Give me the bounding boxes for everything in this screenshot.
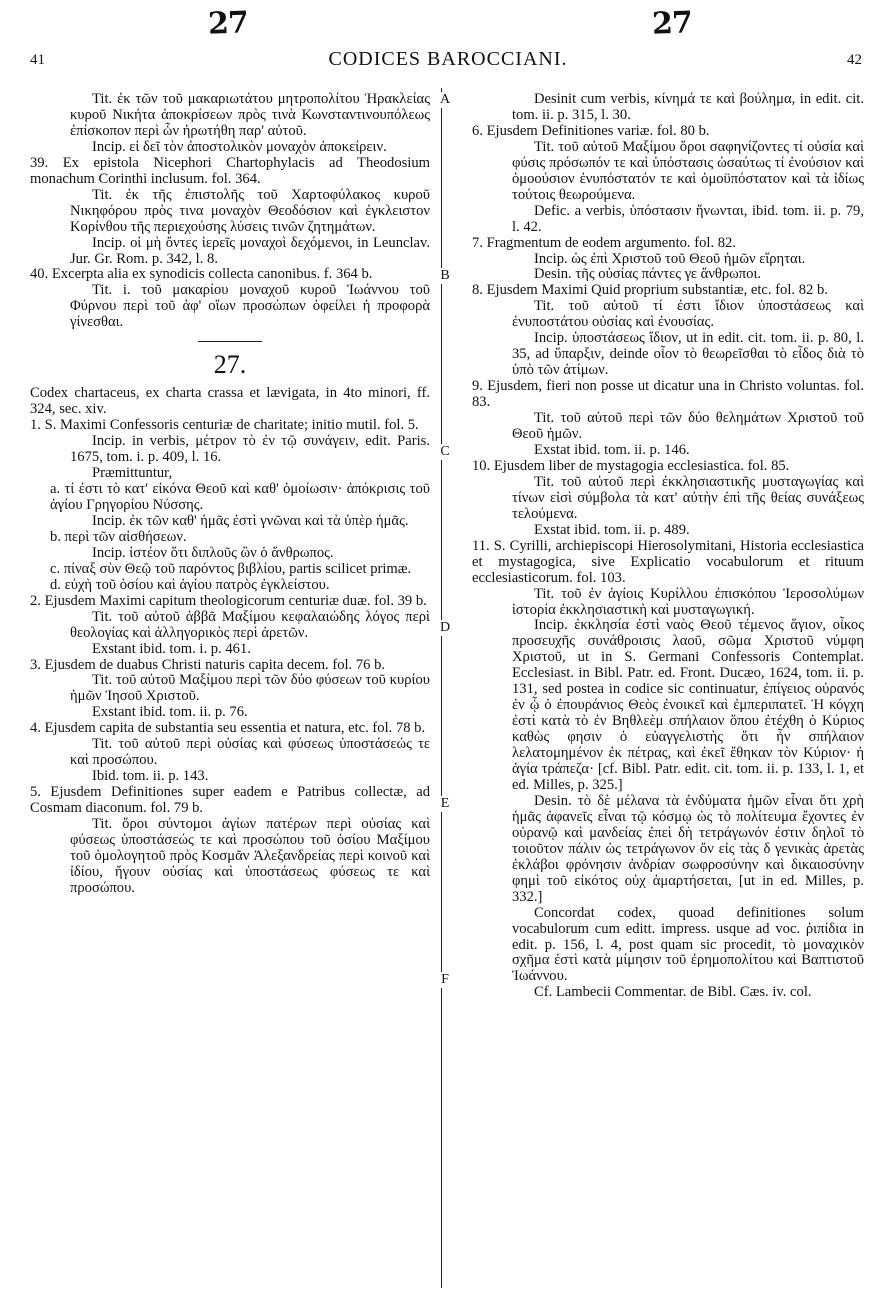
entry-title: Tit. ὅροι σύντομοι ἁγίων πατέρων περὶ οὐσίας καὶ φύσεως ὑποστάσεώς τε καὶ προσώπου τοῦ ὁσίου Μαξίμου τοῦ ὁμολογητοῦ πρὸς Κοσμᾶν Ἀλεξανδρείας περὶ κοινοῦ καὶ ἰδίου, ἤγουν οὐσίας καὶ ὑποστάσεως φύσεως τε καὶ προσώπου. [70,816,430,896]
handwritten-number-right: 27 [651,5,693,42]
entry-title: Tit. ἐκ τῶν τοῦ μακαριωτάτου μητροπολίτου Ἡρακλείας κυροῦ Νικήτα ἀποκρίσεων πρὸς τινὰ Κωνσταντινουπόλεως ἐπίσκοπον περὶ ὧν ἠρωτήθη παρ' αὐτοῦ. [70,91,430,139]
entry-incipit: Incip. ἐκ τῶν καθ' ἡμᾶς ἐστὶ γνῶναι καὶ τὰ ὑπὲρ ἡμᾶς. [92,512,409,529]
entry-title: Tit. τοῦ αὐτοῦ περὶ ἐκκλησιαστικῆς μυσταγωγίας καὶ τίνων εἰσὶ σύμβολα τὰ κατ' αὐτὴν ἐπὶ τῆς θείας συνάξεως τελούμενα. [512,473,864,522]
entry-incipit: Incip. in verbis, μέτρον τὸ ἐν τῷ συνάγειν, edit. Paris. 1675, tom. i. p. 409, l. 16. [70,433,430,466]
entry-sub-c: c. πίναξ σὺν Θεῷ τοῦ παρόντος βιβλίου, partis scilicet primæ. [50,560,412,577]
entry-title: Tit. τοῦ αὐτοῦ Μαξίμου ὅροι σαφηνίζοντες τί οὐσία καὶ φύσις πρόσωπόν τε καὶ ὑπόστασις ὡσαύτως τί ἐνούσιον καὶ ὁμοούσιον ἐνυπόστατόν τε καὶ ὁμοϋπόστατον καὶ τὰ ἰδίως τούτοις θεωρούμενα. [512,138,864,203]
entry-sub-b: b. περὶ τῶν αἰσθήσεων. [50,528,187,545]
entry-9: 9. Ejusdem, fieri non posse ut dicatur una in Christo voluntas. fol. 83. [472,378,864,411]
entry-note: Ibid. tom. ii. p. 143. [92,768,209,785]
entry-3: 3. Ejusdem de duabus Christi naturis capita decem. fol. 76 b. [30,656,386,673]
running-head [0,48,896,74]
entry-note: Concordat codex, quoad definitiones solum vocabulorum cum editt. impress. usque ad voc. ῥιπίδια in edit. p. 156, l. 4, post quam sic procedit, τὸ μοναχικὸν σχῆμα ἐστὶ κατὰ μίμησιν τοῦ ἐρημοπολίτου καὶ Βαπτιστοῦ Ἰωάννου. [512,904,864,985]
margin-letter-d: D [439,620,451,635]
entry-incipit: Incip. ἰστέον ὅτι διπλοῦς ὢν ὁ ἄνθρωπος. [92,544,334,561]
margin-letter-a: A [439,92,451,107]
entry-note: Cf. Lambecii Commentar. de Bibl. Cæs. iv. col. [534,984,812,1001]
entry-incipit: Incip. ἐκκλησία ἐστὶ ναὸς Θεοῦ τέμενος ἅγιον, οἶκος προσευχῆς συνάθροισις λαοῦ, σῶμα Χριστοῦ νύμφη Χριστοῦ, ut in S. Germani Confessoris Contemplat. Ecclesiast. in Bibl. Patr. ed. Front. Ducæo, 1624, tom. ii. p. 131, sed postea in codice sic continuatur, ἐπίγειος οὐρανός ἐν ᾧ ὁ ἐπουράνιος Θεὸς ἐνοικεῖ καὶ ἐμπεριπατεῖ. Ἡ κόγχη ἐστὶ κατὰ τὸ ἐν Βηθλεὲμ σπήλαιον ὅπου ἐτέχθη ὁ Κύριος καθὼς φησιν ὁ εὐαγγελιστὴς ὅτι ἦν σπήλαιον λελατομημένον ἐκ πέτρας, καὶ ἐκεῖ ἔθηκαν τὸν Κύριον· ἡ ἁγία τράπεζα· [cf. Bibl. Patr. edit. cit. tom. ii. p. 133, l. 1, et ed. Milles, p. 325.] [512,617,864,793]
entry-incipit: Incip. εἰ δεῖ τὸν ἀποστολικὸν μοναχὸν ἀποκείρειν. [92,138,387,155]
entry-note: Exstant ibid. tom. i. p. 461. [92,640,251,657]
page-number-right: 42 [847,52,862,68]
entry-title: Tit. ἐκ τῆς ἐπιστολῆς τοῦ Χαρτοφύλακος κυροῦ Νικηφόρου πρὸς τινα μοναχὸν Θεοδόσιον καὶ ἐγκλειστον Κορίνθου τῆς περιεχούσης λύσεις τινῶν ζητημάτων. [70,186,430,235]
entry-note: Exstat ibid. tom. ii. p. 146. [534,441,690,458]
entry-desinit: Desin. τὸ δὲ μέλανα τὰ ἐνδύματα ἡμῶν εἶναι ὅτι χρὴ ἡμᾶς ἀφανεῖς εἶναι τῷ κόσμῳ ὡς τὸ πολίτευμα ἔχοντες ἐν οὐρανῷ καὶ μανδείας ἐπεὶ δὴ τετράγωνόν ἐστιν δηλοῖ τὸ τοιοῦτον πάλιν ὡς τετράγωνον ὄν εἰς τὰς δ γενικὰς ἀρετὰς ἐκλάβοι φρόνησιν ἀνδρίαν σωφροσύνην καὶ δικαιοσύνην φημὶ τοῦ εἰκότος οὐχ ἁμαρτήσεται, [ut in ed. Milles, p. 332.] [512,792,864,905]
entry-4: 4. Ejusdem capita de substantia seu essentia et natura, etc. fol. 78 b. [30,720,426,737]
entry-incipit: Incip. οἱ μὴ ὄντες ἱερεῖς μοναχοὶ δεχόμενοι, in Leunclav. Jur. Gr. Rom. p. 342, l. 8. [70,234,430,267]
margin-letter-b: B [438,268,452,284]
entry-desinit: Desin. τῆς οὐσίας πάντες γε ἄνθρωποι. [534,266,762,283]
entry-sub-d: d. εὐχὴ τοῦ ὁσίου καὶ ἁγίου πατρὸς ἐγκλείστου. [50,576,330,593]
codex-description: Codex chartaceus, ex charta crassa et lævigata, in 4to minori, ff. 324, sec. xiv. [30,385,430,418]
codex-number: 27. [213,350,247,380]
entry-1: 1. S. Maximi Confessoris centuriæ de charitate; initio mutil. fol. 5. [30,417,419,434]
left-column [30,92,430,897]
entry-title: Tit. τοῦ αὐτοῦ περὶ οὐσίας καὶ φύσεως ὑποστάσεώς τε καὶ προσώπου. [70,736,430,769]
entry-title: Tit. τοῦ αὐτοῦ τί ἐστι ἴδιον ὑποστάσεως καὶ ἐνυποστάτου οὐσίας καὶ ἐνουσίας. [512,298,864,331]
entry-8: 8. Ejusdem Maximi Quid proprium substantiæ, etc. fol. 82 b. [472,282,828,299]
margin-letter-c: C [438,444,452,460]
page-number-left: 41 [30,52,45,68]
entry-sub-a: a. τί ἐστι τὸ κατ' εἰκόνα Θεοῦ καὶ καθ' ὁμοίωσιν· ἀπόκρισις τοῦ ἁγίου Γρηγορίου Νύσσης. [50,481,430,513]
right-column [472,92,864,1001]
entry-title: Tit. τοῦ αὐτοῦ περὶ τῶν δύο θελημάτων Χριστοῦ τοῦ Θεοῦ ἡμῶν. [512,410,864,443]
entry-2: 2. Ejusdem Maximi capitum theologicorum centuriæ duæ. fol. 39 b. [30,592,427,609]
handwritten-number-left: 27 [207,5,249,42]
entry-6: 6. Ejusdem Definitiones variæ. fol. 80 b. [472,122,710,139]
entry-11: 11. S. Cyrilli, archiepiscopi Hierosolymitani, Historia ecclesiastica et mystagogica, sive Explicatio vocabulorum et rituum ecclesiasticorum. fol. 103. [472,537,864,586]
running-title: CODICES BAROCCIANI. [328,48,568,70]
entry-incipit: Incip. ὡς ἐπὶ Χριστοῦ τοῦ Θεοῦ ἡμῶν εἴρηται. [534,250,806,267]
margin-letter-e: E [438,796,452,812]
entry-5: 5. Ejusdem Definitiones super eadem e Patribus collectæ, ad Cosmam diaconum. fol. 79 b. [30,784,430,817]
margin-letter-f: F [438,972,452,988]
entry-incipit: Incip. ὑποστάσεως ἴδιον, ut in edit. cit. tom. ii. p. 80, l. 35, ad ὕπαρξιν, deinde οἷον τὸ θεωρεῖσθαι τὸ εἶδος διὰ τὸ ὑπὸ τῶν ἀτίμων. [512,330,864,379]
entry-note: Exstat ibid. tom. ii. p. 489. [534,521,690,538]
entry-title: Tit. τοῦ αὐτοῦ Μαξίμου περὶ τῶν δύο φύσεων τοῦ κυρίου ἡμῶν Ἰησοῦ Χριστοῦ. [70,672,430,705]
entry-7: 7. Fragmentum de eodem argumento. fol. 82. [472,234,736,251]
entry-note: Præmittuntur, [92,465,173,482]
entry-desinit: Desinit cum verbis, κίνημά τε καὶ βούλημα, in edit. cit. tom. ii. p. 315, l. 30. [512,91,864,123]
entry-title: Tit. τοῦ ἐν ἁγίοις Κυρίλλου ἐπισκόπου Ἱεροσολύμων ἱστορία ἐκκλησιαστικὴ καὶ μυσταγωγική. [512,585,864,618]
entry-title: Tit. i. τοῦ μακαρίου μοναχοῦ κυροῦ Ἰωάννου τοῦ Φύρνου περὶ τοῦ ἀφ' οἵων προσώπων ὀφείλει ἡ προφορὰ γίνεσθαι. [70,282,430,331]
entry-title: Tit. τοῦ αὐτοῦ ἀββᾶ Μαξίμου κεφαλαιώδης λόγος περὶ θεολογίας καὶ ἀλληγορικὸς περὶ ἀρετῶν. [70,608,430,641]
entry-10: 10. Ejusdem liber de mystagogia ecclesiastica. fol. 85. [472,457,790,474]
entry-40: 40. Excerpta alia ex synodicis collecta canonibus. f. 364 b. [30,266,373,283]
section-divider [198,341,262,342]
entry-39: 39. Ex epistola Nicephori Chartophylacis ad Theodosium monachum Corinthi inclusum. fol. 364. [30,154,430,187]
entry-note: Defic. a verbis, ὑπόστασιν ἥνωνται, ibid. tom. ii. p. 79, l. 42. [512,202,864,235]
entry-note: Exstant ibid. tom. ii. p. 76. [92,704,248,721]
